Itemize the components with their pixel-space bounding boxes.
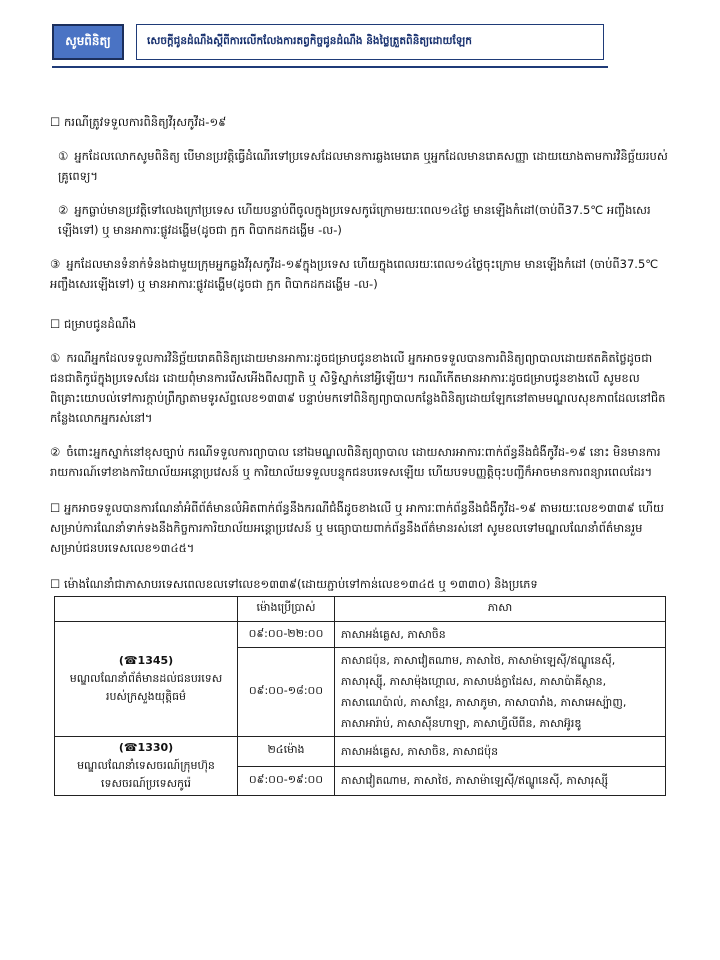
- org-phone: (☎1345): [118, 654, 174, 667]
- section-heading: ☐ ម៉ោងណែនាំជាភាសាបរទេសពេលខលទៅលេខ១៣៣៩(ដោយភ្ជាប់ទៅកាន់លេខ១៣៤៥ ឬ ១៣៣០) និងប្រភេទ: [50, 577, 538, 591]
- item-text: អ្នកធ្លាប់មានប្រវត្តិទៅលេងក្រៅប្រទេស ហើយបន្ទាប់ពីចូលក្នុងប្រទេសកូរ៉េក្រោមរយៈពេល១៤ថ្ងៃ មានឡើងកំដៅ(ចាប់ពី37.5℃ អញ្ចឹងសេរឡើងទៅ) ឬ មានអាការៈផ្លូវដង្ហើម(ដូចជា ក្អក ពិបាកដកដង្ហើម -ល-): [58, 203, 651, 237]
- language-cell: ភាសាជប៉ុន, ភាសាវៀតណាម, ភាសាថៃ, ភាសាម៉ាឡេស៊ី/ឥណ្ឌូនេស៊ី, ភាសារុស្ស៊ី, ភាសាម៉ុងហ្គោល, ភាសាបង់ក្លាដែស, ភាសាប៉ាគីស្ថាន, ភាសាណេប៉ាល់, ភាសាខ្មែរ, ភាសាភូមា, ភាសាបារាំង, ភាសាអេស្ប៉ាញ, ភាសាអារ៉ាប់, ភាសាស៊ីនហាឡា, ភាសាហ្វីលីពីន, ភាសាអ៊ូរឌូ: [335, 648, 666, 737]
- hotline-table: [54, 596, 666, 796]
- org-cell: [55, 622, 238, 737]
- time-cell: ២៤ម៉ោង: [238, 737, 335, 767]
- org-name: មណ្ឌលណែនាំទេសចរណ៍ក្រុមហ៊ុនទេសចរណ៍ប្រទេសកូរ៉េ: [77, 759, 215, 790]
- item-number: ②: [50, 445, 61, 459]
- column-header: ភាសា: [335, 597, 666, 622]
- org-cell: [55, 737, 238, 796]
- language-cell: ភាសាវៀតណាម, ភាសាថៃ, ភាសាម៉ាឡេស៊ី/ឥណ្ឌូនេស៊ី, ភាសារុស្ស៊ី: [335, 766, 666, 796]
- notice-title: សេចក្តីជូនដំណឹងស្តីពីការលើកលែងការតព្វកិច្ចជូនដំណឹង និងថ្លៃត្រួតពិនិត្យដោយឡែក: [136, 24, 604, 60]
- list-item: [50, 348, 670, 428]
- section-heading: ☐ ករណីត្រូវទទួលការពិនិត្យវីរុសកូវីដ-១៩: [50, 115, 227, 129]
- column-header: ម៉ោងប្រើប្រាស់: [238, 597, 335, 622]
- section-info-hotline: ☐ អ្នកអាចទទួលបានការណែនាំអំពីព័ត៌មានលំអិតពាក់ព័ន្ធនឹងករណីជំងឺដូចខាងលើ ឬ អាការៈពាក់ព័ន្ធនឹងជំងឺកូវីដ-១៩ តាមរយៈលេខ១៣៣៩ ហើយសម្រាប់ការណែនាំទាក់ទងនឹងកិច្ចការការិយាល័យអន្តោប្រវេសន៍ ឬ មធ្យោបាយពាក់ព័ន្ធនឹងព័ត៌មានរស់នៅ សូមខលទៅមណ្ឌលណែនាំព័ត៌មានរួមសម្រាប់ជនបរទេសលេខ១៣៤៥។: [50, 501, 664, 555]
- language-cell: ភាសាអង់គ្លេស, ភាសាចិន, ភាសាជប៉ុន: [335, 737, 666, 767]
- item-number: ②: [58, 203, 69, 217]
- header-rule: [52, 66, 608, 68]
- notice-header: [52, 24, 608, 68]
- list-item: [58, 200, 670, 240]
- time-cell: ០៩:០០-១៨:០០: [238, 648, 335, 737]
- item-text: ករណីអ្នកដែលទទួលការវិនិច្ឆ័យរោគពិនិត្យដោយមានអាការៈដូចជម្រាបជូនខាងលើ អ្នកអាចទទួលបានការពិនិត្យព្យាបាលដោយឥតគិតថ្លៃដូចជាជនជាតិកូរ៉េក្នុងប្រទេសដែរ ដោយពុំមានការរើសអើងពីសញ្ជាតិ ឬ សិទ្ធិស្នាក់នៅអ្វីឡើយ។ ករណីកើតមានអាការៈដូចជម្រាបជូនខាងលើ សូមខលពិគ្រោះយោបល់ទៅការក្តាប់ព្រឹក្សាតាមទូរស័ព្ទលេខ១៣៣៩ បន្ទាប់មកទៅពិនិត្យព្យាបាលកន្លែងពិនិត្យដោយឡែកនៅតាមមណ្ឌលសុខភាពដែលនៅជិតកន្លែងលោកអ្នករស់នៅ។: [50, 351, 666, 425]
- table-row: [55, 737, 666, 767]
- item-number: ①: [58, 149, 69, 163]
- org-phone: (☎1330): [118, 741, 174, 754]
- item-text: អ្នកដែលលោកសូមពិនិត្យ បើមានប្រវត្តិធ្វើដំណើរទៅប្រទេសដែលមានការឆ្លងមេរោគ ឬអ្នកដែលមានរោគសញ្ញា ដោយយោងតាមការវិនិច្ឆ័យរបស់គ្រូពេទ្យ។: [58, 149, 668, 183]
- item-number: ③: [50, 257, 61, 271]
- item-text: ចំពោះអ្នកស្នាក់នៅខុសច្បាប់ ករណីទទួលការព្យាបាល នៅឯមណ្ឌលពិនិត្យព្យាបាល ដោយសារអាការៈពាក់ព័ន្ធនឹងជំងឺកូវីដ-១៩ នោះ មិនមានការរាយការណ៍ទៅខាងការិយាល័យអន្តោប្រវេសន៍ ឬ ការិយាល័យទទួលបន្ទុកជនបរទេសឡើយ ហើយបទបញ្ញត្តិចុះបញ្ជីក៏អាចមានការពន្យារពេលដែរ។: [50, 445, 661, 479]
- org-name: មណ្ឌលណែនាំព័ត៌មានដល់ជនបរទេសរបស់ក្រសួងយុត្តិធម៌: [69, 672, 223, 703]
- time-cell: ០៩:០០-២២:០០: [238, 622, 335, 648]
- item-text: អ្នកដែលមានទំនាក់ទំនងជាមួយក្រុមអ្នកឆ្លងវីរុសកូវីដ-១៩ក្នុងប្រទេស ហើយក្នុងពេលរយៈពេល១៤ថ្ងៃចុះក្រោម មានឡើងកំដៅ (ចាប់ពី37.5℃ អញ្ចឹងសេរឡើងទៅ) ឬ មានអាការៈផ្លូវដង្ហើម(ដូចជា ក្អក ពិបាកដកដង្ហើម -ល-): [50, 257, 659, 291]
- language-cell: ភាសាអង់គ្លេស, ភាសាចិន: [335, 622, 666, 648]
- table-header-row: [55, 597, 666, 622]
- section-testing-cases: [50, 112, 670, 294]
- item-number: ①: [50, 351, 61, 365]
- table-row: [55, 622, 666, 648]
- section-notice: [50, 314, 670, 482]
- column-header: [55, 597, 238, 622]
- time-cell: ០៩:០០-១៩:០០: [238, 766, 335, 796]
- notice-tag: សូមពិនិត្យ: [52, 24, 124, 60]
- list-item: [50, 442, 670, 482]
- section-heading: ☐ ជម្រាបជូនដំណឹង: [50, 317, 137, 331]
- list-item: [50, 254, 670, 294]
- notice-body: [50, 112, 670, 796]
- list-item: [58, 146, 670, 186]
